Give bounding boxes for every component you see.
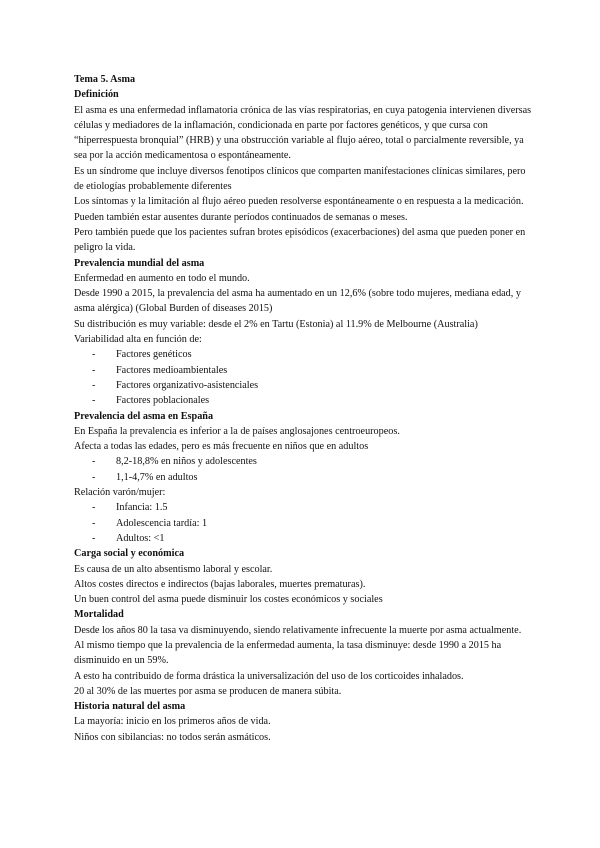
section-heading-mortalidad: Mortalidad bbox=[74, 609, 124, 621]
paragraph: A esto ha contribuido de forma drástica la universalización del uso de los corticoides inhalados. bbox=[74, 670, 464, 682]
paragraph: Los síntomas y la limitación al flujo aéreo pueden resolverse espontáneamente o en respuesta a la medicación. bbox=[74, 196, 524, 208]
factor-list bbox=[74, 347, 534, 408]
prevalence-list bbox=[74, 454, 534, 485]
section-heading-carga-social: Carga social y económica bbox=[74, 548, 185, 560]
paragraph: Al mismo tiempo que la prevalencia de la enfermedad aumenta, la tasa disminuye: desde 1990 a 2015 ha disminuido en un 59%. bbox=[74, 639, 502, 667]
list-item: - Adultos: <1 bbox=[74, 531, 534, 546]
paragraph: Su distribución es muy variable: desde el 2% en Tartu (Estonia) al 11.9% de Melbourne (Australia) bbox=[74, 318, 478, 330]
paragraph: Niños con sibilancias: no todos serán asmáticos. bbox=[74, 731, 271, 743]
paragraph: La mayoría: inicio en los primeros años de vida. bbox=[74, 716, 271, 728]
list-item: - 8,2-18,8% en niños y adolescentes bbox=[74, 454, 534, 469]
list-item: - Adolescencia tardía: 1 bbox=[74, 516, 534, 531]
list-item: - Factores medioambientales bbox=[74, 363, 534, 378]
paragraph: Enfermedad en aumento en todo el mundo. bbox=[74, 272, 250, 284]
paragraph: Pero también puede que los pacientes sufran brotes episódicos (exacerbaciones) del asma que pueden poner en peligro la vida. bbox=[74, 226, 526, 254]
paragraph: Variabilidad alta en función de: bbox=[74, 334, 202, 346]
paragraph: Altos costes directos e indirectos (bajas laborales, muertes prematuras). bbox=[74, 578, 366, 590]
document-content bbox=[74, 72, 534, 745]
paragraph: Un buen control del asma puede disminuir los costes económicos y sociales bbox=[74, 594, 383, 606]
list-item: - Factores organizativo-asistenciales bbox=[74, 378, 534, 393]
paragraph: Es un síndrome que incluye diversos fenotipos clínicos que comparten manifestaciones clínicas similares, pero de etiologías probablemente diferentes bbox=[74, 165, 526, 193]
paragraph: Es causa de un alto absentismo laboral y escolar. bbox=[74, 563, 273, 575]
paragraph: Desde 1990 a 2015, la prevalencia del asma ha aumentado en un 12,6% (sobre todo mujeres, mediana edad, y asma alérgica) (Global Burden of diseases 2015) bbox=[74, 288, 521, 315]
list-item: - Factores genéticos bbox=[74, 347, 534, 362]
list-item: - Infancia: 1.5 bbox=[74, 500, 534, 515]
section-heading-prevalencia-espana: Prevalencia del asma en España bbox=[74, 410, 214, 422]
paragraph: Desde los años 80 la tasa va disminuyendo, siendo relativamente infrecuente la muerte por asma actualmente. bbox=[74, 624, 522, 636]
paragraph: 20 al 30% de las muertes por asma se producen de manera súbita. bbox=[74, 685, 342, 697]
paragraph: Relación varón/mujer: bbox=[74, 487, 166, 499]
list-item: - 1,1-4,7% en adultos bbox=[74, 470, 534, 485]
list-item: - Factores poblacionales bbox=[74, 393, 534, 408]
section-heading-definicion: Definición bbox=[74, 89, 119, 101]
section-heading-historia-natural: Historia natural del asma bbox=[74, 701, 186, 713]
document-title: Tema 5. Asma bbox=[74, 74, 136, 85]
paragraph: Pueden también estar ausentes durante períodos continuados de semanas o meses. bbox=[74, 211, 408, 223]
ratio-list bbox=[74, 500, 534, 546]
section-heading-prevalencia-mundial: Prevalencia mundial del asma bbox=[74, 257, 205, 269]
paragraph: En España la prevalencia es inferior a la de países anglosajones centroeuropeos. bbox=[74, 425, 400, 437]
paragraph: El asma es una enfermedad inflamatoria crónica de las vías respiratorias, en cuya patogenia intervienen diversas células y mediadores de la inflamación, condicionada en parte por factores genéticos, y que cursa con “hiperrespuesta bronquial” (HRB) y una obstrucción variable al flujo aéreo, total o parcialmente reversible, ya sea por la acción medicamentosa o espontáneamente. bbox=[74, 104, 532, 162]
paragraph: Afecta a todas las edades, pero es más frecuente en niños que en adultos bbox=[74, 441, 369, 453]
